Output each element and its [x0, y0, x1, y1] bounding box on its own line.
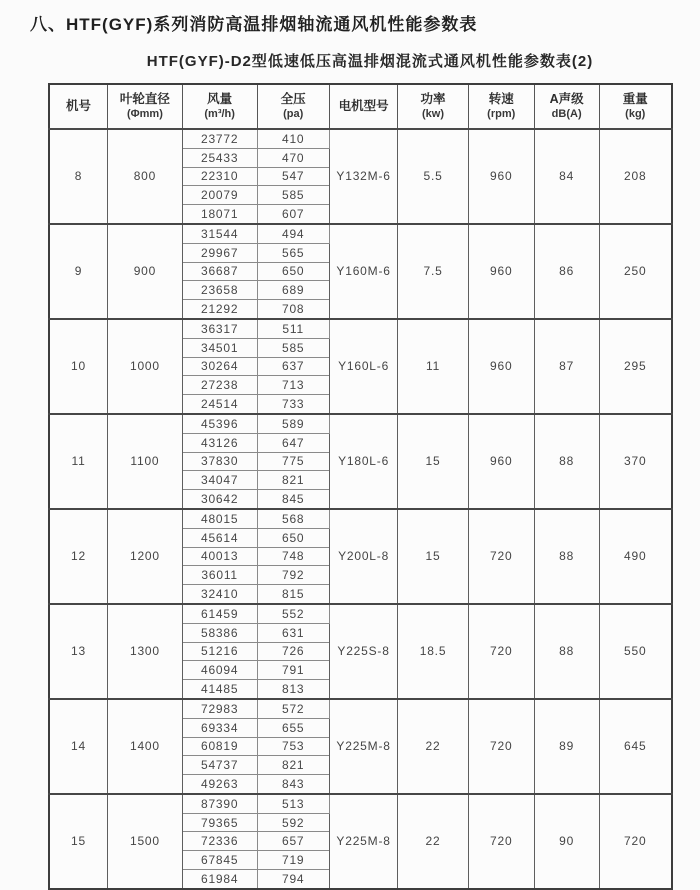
pressure-cell: 547: [257, 167, 329, 186]
weight-cell: 250: [599, 224, 672, 319]
header-label: 全压: [280, 92, 306, 107]
motor-model-cell: Y180L-6: [329, 414, 398, 509]
impeller-diameter-cell: 800: [108, 129, 183, 224]
speed-cell: 960: [468, 319, 534, 414]
flow-cell: 34501: [182, 338, 257, 357]
header-label: 功率: [420, 92, 446, 107]
pressure-cell: 726: [257, 642, 329, 661]
motor-model-cell: Y225S-8: [329, 604, 398, 699]
machine-no-cell: 14: [49, 699, 108, 794]
page-subtitle: HTF(GYF)-D2型低速低压高温排烟混流式通风机性能参数表(2): [146, 53, 594, 70]
noise-cell: 89: [534, 699, 599, 794]
motor-model-cell: Y225M-8: [329, 794, 398, 889]
impeller-diameter-cell: 900: [108, 224, 183, 319]
pressure-cell: 708: [257, 300, 329, 319]
motor-model-cell: Y200L-8: [329, 509, 398, 604]
pressure-cell: 410: [257, 129, 329, 148]
impeller-diameter-cell: 1100: [108, 414, 183, 509]
table-body: [49, 129, 672, 889]
pressure-cell: 592: [257, 813, 329, 832]
pressure-cell: 821: [257, 756, 329, 775]
pressure-cell: 821: [257, 471, 329, 490]
pressure-cell: 689: [257, 281, 329, 300]
pressure-cell: 843: [257, 775, 329, 794]
impeller-diameter-cell: 1500: [108, 794, 183, 889]
flow-cell: 67845: [182, 851, 257, 870]
power-cell: 11: [398, 319, 468, 414]
header-cell-speed: [468, 84, 534, 129]
pressure-cell: 815: [257, 585, 329, 604]
speed-cell: 960: [468, 224, 534, 319]
header-unit: (kw): [422, 108, 445, 121]
machine-no-cell: 13: [49, 604, 108, 699]
header-label: 叶轮直径: [119, 92, 170, 107]
flow-cell: 58386: [182, 623, 257, 642]
noise-cell: 88: [534, 509, 599, 604]
noise-cell: 86: [534, 224, 599, 319]
flow-cell: 22310: [182, 167, 257, 186]
noise-cell: 87: [534, 319, 599, 414]
motor-model-cell: Y160M-6: [329, 224, 398, 319]
flow-cell: 27238: [182, 376, 257, 395]
power-cell: 22: [398, 699, 468, 794]
flow-cell: 69334: [182, 718, 257, 737]
noise-cell: 88: [534, 414, 599, 509]
table-header: [49, 84, 672, 129]
pressure-cell: 655: [257, 718, 329, 737]
pressure-cell: 791: [257, 661, 329, 680]
flow-cell: 32410: [182, 585, 257, 604]
flow-cell: 37830: [182, 452, 257, 471]
power-cell: 7.5: [398, 224, 468, 319]
flow-cell: 72336: [182, 832, 257, 851]
machine-no-cell: 10: [49, 319, 108, 414]
header-cell-flow: [182, 84, 257, 129]
flow-cell: 36687: [182, 262, 257, 281]
pressure-cell: 650: [257, 262, 329, 281]
pressure-cell: 794: [257, 870, 329, 889]
flow-cell: 21292: [182, 300, 257, 319]
pressure-cell: 631: [257, 623, 329, 642]
speed-cell: 960: [468, 414, 534, 509]
pressure-cell: 647: [257, 433, 329, 452]
flow-cell: 45396: [182, 414, 257, 433]
weight-cell: 720: [599, 794, 672, 889]
header-cell-power: [398, 84, 468, 129]
pressure-cell: 585: [257, 338, 329, 357]
weight-cell: 490: [599, 509, 672, 604]
power-cell: 22: [398, 794, 468, 889]
pressure-cell: 650: [257, 528, 329, 547]
power-cell: 5.5: [398, 129, 468, 224]
flow-cell: 30642: [182, 490, 257, 509]
header-label: 风量: [207, 92, 233, 107]
flow-cell: 23658: [182, 281, 257, 300]
table-row: [49, 414, 672, 433]
pressure-cell: 748: [257, 547, 329, 566]
power-cell: 18.5: [398, 604, 468, 699]
motor-model-cell: Y132M-6: [329, 129, 398, 224]
noise-cell: 90: [534, 794, 599, 889]
pressure-cell: 713: [257, 376, 329, 395]
speed-cell: 720: [468, 699, 534, 794]
pressure-cell: 511: [257, 319, 329, 338]
pressure-cell: 552: [257, 604, 329, 623]
motor-model-cell: Y160L-6: [329, 319, 398, 414]
header-cell-machine-no: [49, 84, 108, 129]
flow-cell: 48015: [182, 509, 257, 528]
weight-cell: 370: [599, 414, 672, 509]
pressure-cell: 813: [257, 680, 329, 699]
pressure-cell: 607: [257, 205, 329, 224]
machine-no-cell: 12: [49, 509, 108, 604]
performance-table: [48, 83, 673, 890]
table-row: [49, 509, 672, 528]
flow-cell: 23772: [182, 129, 257, 148]
pressure-cell: 513: [257, 794, 329, 813]
flow-cell: 34047: [182, 471, 257, 490]
speed-cell: 720: [468, 509, 534, 604]
flow-cell: 41485: [182, 680, 257, 699]
pressure-cell: 845: [257, 490, 329, 509]
header-label: 机号: [66, 99, 92, 114]
flow-cell: 54737: [182, 756, 257, 775]
impeller-diameter-cell: 1300: [108, 604, 183, 699]
flow-cell: 60819: [182, 737, 257, 756]
pressure-cell: 637: [257, 357, 329, 376]
impeller-diameter-cell: 1400: [108, 699, 183, 794]
machine-no-cell: 9: [49, 224, 108, 319]
header-row: [49, 84, 672, 129]
flow-cell: 79365: [182, 813, 257, 832]
pressure-cell: 775: [257, 452, 329, 471]
speed-cell: 720: [468, 794, 534, 889]
noise-cell: 84: [534, 129, 599, 224]
header-unit: (Φmm): [126, 108, 163, 121]
pressure-cell: 589: [257, 414, 329, 433]
table-row: [49, 129, 672, 148]
pressure-cell: 565: [257, 243, 329, 262]
power-cell: 15: [398, 414, 468, 509]
weight-cell: 550: [599, 604, 672, 699]
header-unit: (rpm): [487, 108, 516, 121]
impeller-diameter-cell: 1000: [108, 319, 183, 414]
header-cell-motor-model: [329, 84, 398, 129]
header-unit: (m³/h): [204, 108, 235, 121]
header-label: 重量: [622, 92, 648, 107]
speed-cell: 720: [468, 604, 534, 699]
header-unit: (kg): [625, 108, 646, 121]
table-row: [49, 604, 672, 623]
header-cell-impeller-diameter: [108, 84, 183, 129]
table-row: [49, 699, 672, 718]
header-cell-weight: [599, 84, 672, 129]
header-cell-noise: [534, 84, 599, 129]
weight-cell: 208: [599, 129, 672, 224]
pressure-cell: 585: [257, 186, 329, 205]
machine-no-cell: 11: [49, 414, 108, 509]
pressure-cell: 657: [257, 832, 329, 851]
pressure-cell: 733: [257, 395, 329, 414]
flow-cell: 40013: [182, 547, 257, 566]
flow-cell: 49263: [182, 775, 257, 794]
pressure-cell: 572: [257, 699, 329, 718]
flow-cell: 29967: [182, 243, 257, 262]
flow-cell: 51216: [182, 642, 257, 661]
machine-no-cell: 8: [49, 129, 108, 224]
power-cell: 15: [398, 509, 468, 604]
header-label: 转速: [488, 92, 514, 107]
weight-cell: 645: [599, 699, 672, 794]
header-unit: (pa): [283, 108, 304, 121]
flow-cell: 25433: [182, 148, 257, 167]
flow-cell: 36317: [182, 319, 257, 338]
machine-no-cell: 15: [49, 794, 108, 889]
weight-cell: 295: [599, 319, 672, 414]
flow-cell: 30264: [182, 357, 257, 376]
flow-cell: 20079: [182, 186, 257, 205]
flow-cell: 31544: [182, 224, 257, 243]
impeller-diameter-cell: 1200: [108, 509, 183, 604]
pressure-cell: 753: [257, 737, 329, 756]
flow-cell: 72983: [182, 699, 257, 718]
motor-model-cell: Y225M-8: [329, 699, 398, 794]
pressure-cell: 719: [257, 851, 329, 870]
flow-cell: 46094: [182, 661, 257, 680]
pressure-cell: 792: [257, 566, 329, 585]
header-cell-pressure: [257, 84, 329, 129]
table-row: [49, 794, 672, 813]
pressure-cell: 470: [257, 148, 329, 167]
pressure-cell: 568: [257, 509, 329, 528]
flow-cell: 43126: [182, 433, 257, 452]
header-unit: dB(A): [551, 108, 582, 121]
flow-cell: 18071: [182, 205, 257, 224]
page-title: 八、HTF(GYF)系列消防高温排烟轴流通风机性能参数表: [30, 15, 478, 34]
speed-cell: 960: [468, 129, 534, 224]
table-row: [49, 319, 672, 338]
flow-cell: 61984: [182, 870, 257, 889]
noise-cell: 88: [534, 604, 599, 699]
pressure-cell: 494: [257, 224, 329, 243]
header-label: 电机型号: [338, 99, 389, 114]
flow-cell: 36011: [182, 566, 257, 585]
flow-cell: 24514: [182, 395, 257, 414]
table-row: [49, 224, 672, 243]
flow-cell: 61459: [182, 604, 257, 623]
header-label: A声级: [549, 92, 584, 107]
flow-cell: 45614: [182, 528, 257, 547]
flow-cell: 87390: [182, 794, 257, 813]
